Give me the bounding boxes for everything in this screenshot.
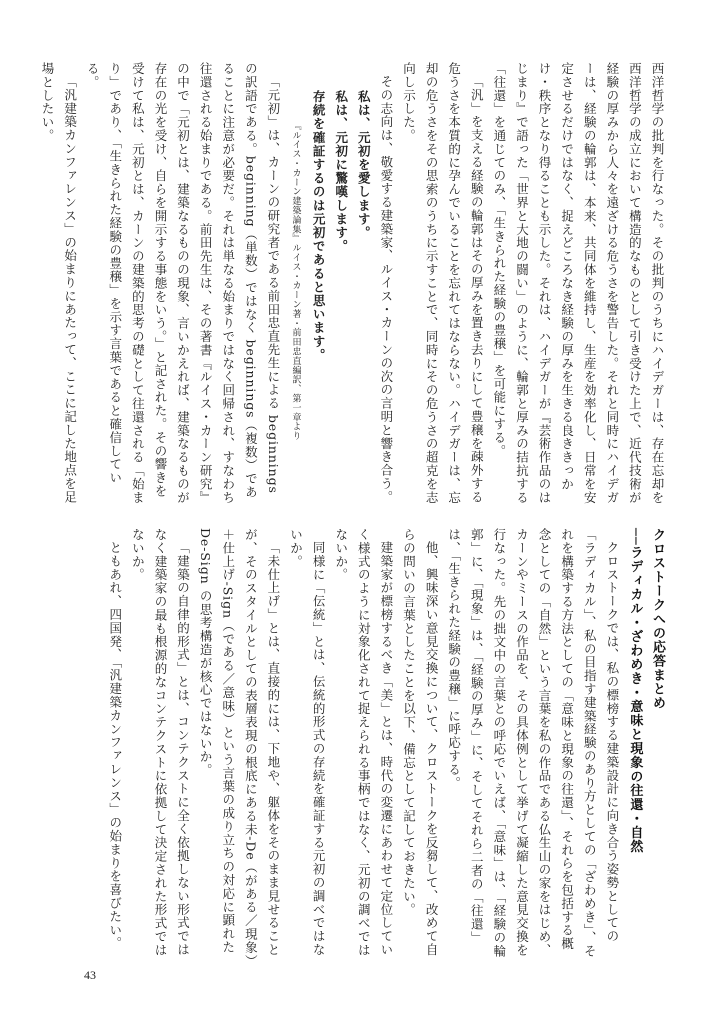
lower-text-block: [68, 528, 668, 962]
paragraph: ともあれ、四国発、「汎建築カンファレンス」の始まりを喜びたい。: [107, 540, 123, 950]
paragraph: 「未仕上げ」とは、直接的には、下地や、躯体をそのまま見せることが、そのスタイルとしての表層表現の根底にある未-De（がある／現象）＋仕上げ-Sign（である／意味）という言葉の成り立ちの対応に顕れた De-Sign の思考構造が核心ではないか。: [198, 528, 281, 962]
quote-line: 私は、元初を愛します。: [356, 89, 372, 240]
paragraph: 「元初」は、カーンの研究者である前田忠直先生による beginnings の訳語である。beginning（単数）ではなく beginnings（複数）であることに注意が必要だ。それは単なる始まりではなく回帰され、すなわち往還される始まりである。前田先生は、その著書『ルイス・カーン研究』の中で「元初とは、建築なるものの現象、言いかえれば、建築なるものが存在の光を受け、自らを開示する事態をいう。」と記された。その響きを受けて私は、元初とは、カーンの建築的思考の礎として往還される「始まり」であり、「生きられた経験の豊穣」を示す言葉であると確信している。: [85, 62, 281, 505]
page-number: 43: [84, 968, 96, 982]
paragraph: 「汎」を支える経験の輪郭はその厚みを置き去りにして豊穣を疎外する危うさを本質的に孕んでいることを忘れてはならない。ハイデガーは、忘却の危うさをその思索のうちに示すことで、同時にその危うさの超克を志向し示した。: [401, 62, 485, 505]
upper-text-block: [39, 62, 668, 510]
paragraph: 他、興味深い意見交換について、クロストークを反芻して、改めて自らの問いの言葉としたことを以下、備忘として記しておきたい。: [401, 528, 440, 956]
paragraph: 建築家が標榜するべき「美」とは、時代の変遷にあわせて定位していく様式のように対象化されて捉えられる事柄ではなく、元初の調べではないか。: [333, 528, 394, 957]
quote-line: 存続を確証するのは元初であると思います。: [311, 89, 327, 362]
quote-line: 私は、元初に驚嘆します。: [333, 89, 349, 253]
quote-source: 『ルイス・カーン建築論集』ルイス・カーン著・前田忠直編訳、第一章より: [290, 120, 301, 441]
paragraph: その志向は、敬愛する建築家、ルイス・カーンの次の言明と響き合う。: [378, 74, 394, 504]
paragraph: 「汎建築カンファレンス」の始まりにあたって、ここに記した地点を足場としたい。: [39, 62, 78, 504]
paragraph: 「建築の自律的形式」とは、コンテクストに全く依拠しない形式ではなく建築家の最も根源的なコンテクストに依拠して決定された形式ではないか。: [130, 528, 191, 957]
section-subheading: ──ラディカル・ざわめき・意味と現象の往還・自然: [627, 528, 643, 854]
section-heading: クロストークへの応答まとめ: [650, 528, 665, 710]
paragraph: クロストークでは、私の標榜する建築設計に向き合う姿勢としての「ラディカル」、私の目指す建築経験のあり方としての「ざわめき」、それを構築する方法としての「意味と現象の往還」、それらを包括する概念としての「自然」という言葉を私の作品である仏生山の家をはじめ、カーンやミースの作品を、その具体例として挙げて凝縮した意見交換を行なった。先の拙文中の言葉との呼応でいえば、「意味」は、「経験の輪郭」に、「現象」は、「経験の厚み」に、そしてそれら二者の「往還」は、「生きられた経験の豊穣」に呼応する。: [446, 528, 620, 958]
paragraph: 西洋哲学の批判を行なった。その批判のうちにハイデガーは、存在忘却を西洋哲学の成立において構造的なものとして引き受けた上で、近代技術が経験の厚みから人々を遠ざける危うさを警告した。それと同時にハイデガーは、経験の輪郭は、本来、共同体を維持し、生産を効率化し、日常を安定させるだけではなく、捉えどころなき経験の厚みを生きる良ききっかけ・秩序となり得ることも示した。それは、ハイデガーが『芸術作品のはじまり』で語った「世界と大地の闘い」のように、輪郭と厚みの拮抗する「往還」を通じてのみ、「生きられた経験の豊穣」を可能にする。: [491, 62, 665, 505]
paragraph: 同様に「伝統」とは、伝統的形式の存続を確証する元初の調べではないか。: [288, 528, 327, 956]
